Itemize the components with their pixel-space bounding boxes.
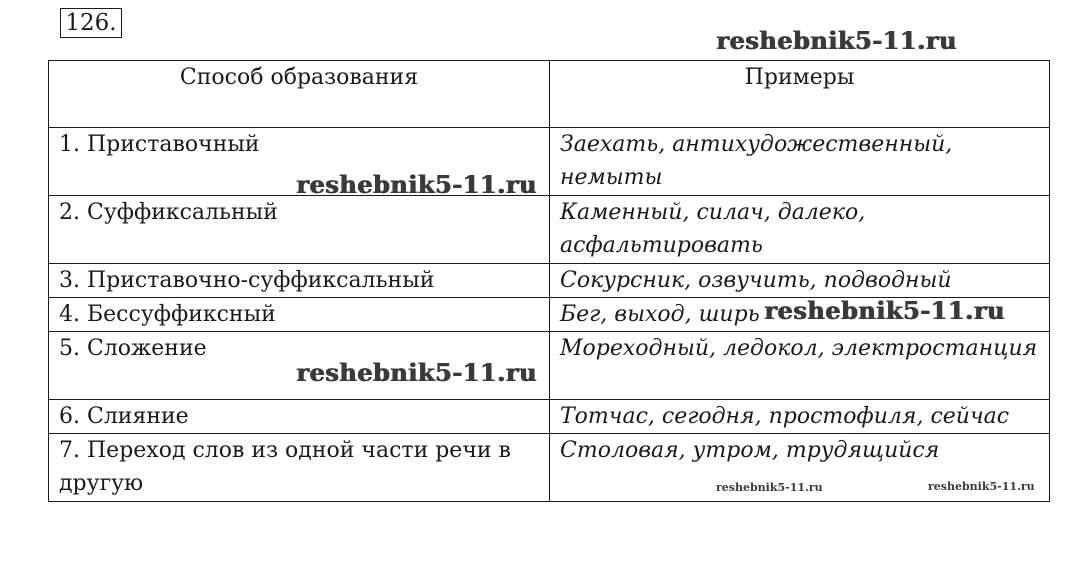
- table-row: [49, 128, 1050, 196]
- table-row: [49, 400, 1050, 434]
- table-row: [49, 196, 1050, 264]
- header-method: Способ образования: [49, 61, 550, 128]
- method-cell: 6. Слияние: [49, 400, 550, 434]
- task-number: 126.: [60, 8, 122, 38]
- examples-cell: Каменный, силач, далеко, асфальтировать: [550, 196, 1050, 264]
- word-formation-table: [48, 60, 1050, 502]
- watermark: reshebnik5-11.ru: [764, 296, 1005, 325]
- table-row: [49, 332, 1050, 400]
- table-header-row: [49, 61, 1050, 128]
- method-cell: 1. Приставочный: [49, 128, 550, 196]
- watermark: reshebnik5-11.ru: [716, 481, 823, 494]
- examples-cell: Тотчас, сегодня, простофиля, сейчас: [550, 400, 1050, 434]
- watermark: reshebnik5-11.ru: [296, 170, 537, 199]
- watermark: reshebnik5-11.ru: [928, 480, 1035, 493]
- examples-cell: Бег, выход, ширь: [550, 298, 1050, 332]
- examples-cell: Мореходный, ледокол, электростанция: [550, 332, 1050, 400]
- method-cell: 2. Суффиксальный: [49, 196, 550, 264]
- watermark: reshebnik5-11.ru: [296, 358, 537, 387]
- table-row: [49, 264, 1050, 298]
- examples-cell: Сокурсник, озвучить, подводный: [550, 264, 1050, 298]
- examples-cell: Столовая, утром, трудящийся: [550, 434, 1050, 502]
- watermark: reshebnik5-11.ru: [716, 26, 957, 55]
- examples-cell: Заехать, антихудожественный, немыты: [550, 128, 1050, 196]
- method-cell: 4. Бессуффиксный: [49, 298, 550, 332]
- method-cell: 3. Приставочно-суффиксальный: [49, 264, 550, 298]
- table-row: [49, 434, 1050, 502]
- header-examples: Примеры: [550, 61, 1050, 128]
- method-cell: 7. Переход слов из одной части речи в другую: [49, 434, 550, 502]
- method-cell: 5. Сложение: [49, 332, 550, 400]
